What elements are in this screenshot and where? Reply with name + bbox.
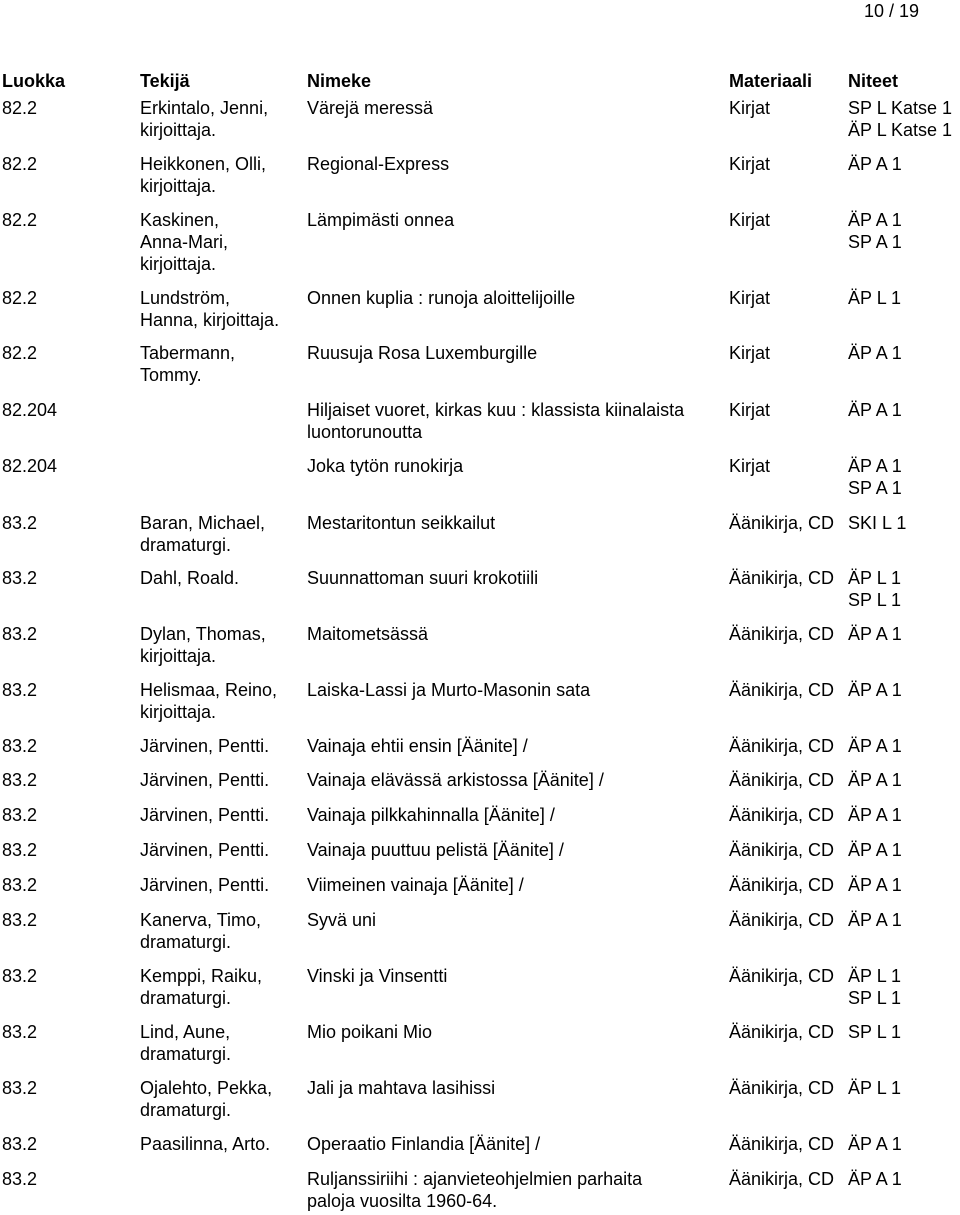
cell-nimeke [307, 769, 727, 791]
cell-niteet-line: ÄP A 1 [848, 736, 902, 756]
cell-niteet [848, 874, 902, 896]
cell-niteet [848, 623, 902, 645]
cell-nimeke [307, 209, 727, 231]
cell-tekija-line: Järvinen, Pentti. [140, 805, 270, 825]
cell-nimeke-line: Laiska-Lassi ja Murto-Masonin sata [307, 680, 591, 700]
cell-tekija-line: Järvinen, Pentti. [140, 875, 270, 895]
cell-tekija [140, 769, 310, 791]
cell-niteet [848, 1168, 902, 1190]
cell-niteet-line: ÄP A 1 [848, 343, 902, 363]
cell-niteet [848, 567, 901, 611]
cell-materiaali: Äänikirja, CD [729, 1169, 835, 1189]
cell-materiaali: Kirjat [729, 98, 771, 118]
cell-tekija [140, 512, 310, 556]
cell-niteet-line: ÄP L 1 [848, 1078, 902, 1098]
cell-luokka: 82.2 [2, 210, 38, 230]
cell-nimeke [307, 839, 727, 861]
cell-tekija-line: kirjoittaja. [140, 120, 217, 140]
cell-niteet-line: ÄP L Katse 1 [848, 120, 953, 140]
cell-nimeke-line: Ruljanssiriihi : ajanvieteohjelmien parhaita [307, 1169, 643, 1189]
cell-niteet-line: ÄP A 1 [848, 624, 902, 644]
cell-niteet-line: ÄP L 1 [848, 568, 902, 588]
cell-nimeke-line: Maitometsässä [307, 624, 429, 644]
cell-luokka: 83.2 [2, 966, 38, 986]
cell-niteet [848, 209, 902, 253]
cell-materiaali: Äänikirja, CD [729, 1134, 835, 1154]
cell-tekija [140, 839, 310, 861]
cell-niteet-line: ÄP A 1 [848, 680, 902, 700]
cell-tekija-line: kirjoittaja. [140, 254, 217, 274]
cell-materiaali: Äänikirja, CD [729, 1078, 835, 1098]
cell-niteet-line: ÄP A 1 [848, 875, 902, 895]
cell-tekija-line: Anna-Mari, [140, 232, 229, 252]
cell-nimeke [307, 1168, 727, 1212]
cell-luokka: 83.2 [2, 1078, 38, 1098]
cell-luokka: 83.2 [2, 1169, 38, 1189]
cell-materiaali: Äänikirja, CD [729, 840, 835, 860]
header-niteet: Niteet [848, 71, 899, 91]
header-materiaali: Materiaali [729, 71, 813, 91]
cell-tekija-line: dramaturgi. [140, 535, 232, 555]
cell-nimeke-line: Vainaja puuttuu pelistä [Äänite] / [307, 840, 564, 860]
cell-tekija [140, 679, 310, 723]
cell-niteet-line: SP L Katse 1 [848, 98, 953, 118]
cell-nimeke [307, 965, 727, 987]
cell-niteet-line: ÄP A 1 [848, 400, 902, 420]
cell-tekija-line: Erkintalo, Jenni, [140, 98, 269, 118]
cell-nimeke [307, 153, 727, 175]
cell-niteet [848, 909, 902, 931]
cell-niteet [848, 804, 902, 826]
cell-luokka: 83.2 [2, 624, 38, 644]
cell-nimeke [307, 909, 727, 931]
cell-niteet-line: SP L 1 [848, 988, 902, 1008]
cell-tekija-line: Järvinen, Pentti. [140, 840, 270, 860]
cell-luokka: 83.2 [2, 805, 38, 825]
cell-nimeke-line: luontorunoutta [307, 422, 423, 442]
cell-luokka: 83.2 [2, 1022, 38, 1042]
cell-luokka: 82.204 [2, 456, 58, 476]
cell-nimeke [307, 287, 727, 309]
cell-tekija [140, 567, 310, 589]
cell-tekija [140, 804, 310, 826]
cell-nimeke-line: Värejä meressä [307, 98, 434, 118]
cell-luokka: 83.2 [2, 513, 38, 533]
cell-nimeke-line: Mio poikani Mio [307, 1022, 433, 1042]
cell-luokka: 83.2 [2, 840, 38, 860]
cell-tekija-line: dramaturgi. [140, 1044, 232, 1064]
cell-tekija [140, 874, 310, 896]
cell-nimeke-line: paloja vuosilta 1960-64. [307, 1191, 498, 1211]
cell-nimeke-line: Onnen kuplia : runoja aloittelijoille [307, 288, 576, 308]
cell-niteet-line: SP A 1 [848, 232, 902, 252]
cell-luokka: 82.2 [2, 154, 38, 174]
cell-materiaali: Kirjat [729, 456, 771, 476]
cell-tekija-line: Tabermann, [140, 343, 236, 363]
cell-materiaali: Kirjat [729, 210, 771, 230]
cell-tekija [140, 1021, 310, 1065]
cell-niteet [848, 1133, 902, 1155]
header-tekija: Tekijä [140, 71, 190, 91]
cell-tekija-line: Kaskinen, [140, 210, 220, 230]
cell-nimeke-line: Mestaritontun seikkailut [307, 513, 496, 533]
cell-materiaali: Äänikirja, CD [729, 568, 835, 588]
cell-materiaali: Kirjat [729, 343, 771, 363]
cell-niteet [848, 399, 902, 421]
cell-luokka: 83.2 [2, 1134, 38, 1154]
cell-materiaali: Kirjat [729, 288, 771, 308]
cell-nimeke [307, 97, 727, 119]
cell-tekija-line: Ojalehto, Pekka, [140, 1078, 273, 1098]
cell-nimeke [307, 455, 727, 477]
cell-nimeke-line: Lämpimästi onnea [307, 210, 455, 230]
cell-niteet [848, 839, 902, 861]
cell-materiaali: Äänikirja, CD [729, 875, 835, 895]
cell-nimeke-line: Jali ja mahtava lasihissi [307, 1078, 496, 1098]
cell-tekija [140, 965, 310, 1009]
cell-nimeke [307, 399, 727, 443]
cell-niteet-line: SP L 1 [848, 590, 902, 610]
cell-tekija-line: Lind, Aune, [140, 1022, 231, 1042]
cell-niteet [848, 769, 902, 791]
cell-tekija-line: Helismaa, Reino, [140, 680, 278, 700]
cell-niteet [848, 679, 902, 701]
cell-tekija [140, 153, 310, 197]
cell-tekija-line: dramaturgi. [140, 932, 232, 952]
cell-tekija-line: Hanna, kirjoittaja. [140, 310, 280, 330]
cell-materiaali: Äänikirja, CD [729, 966, 835, 986]
cell-nimeke [307, 735, 727, 757]
cell-tekija-line: Paasilinna, Arto. [140, 1134, 271, 1154]
cell-tekija [140, 209, 310, 275]
cell-nimeke [307, 342, 727, 364]
cell-luokka: 83.2 [2, 910, 38, 930]
cell-niteet [848, 455, 902, 499]
cell-niteet [848, 512, 906, 534]
cell-nimeke [307, 804, 727, 826]
cell-nimeke-line: Regional-Express [307, 154, 450, 174]
cell-materiaali: Äänikirja, CD [729, 910, 835, 930]
cell-materiaali: Äänikirja, CD [729, 680, 835, 700]
cell-luokka: 83.2 [2, 736, 38, 756]
cell-niteet-line: SKI L 1 [848, 513, 907, 533]
table-header [0, 70, 960, 94]
cell-tekija [140, 735, 310, 757]
cell-niteet-line: ÄP A 1 [848, 1169, 902, 1189]
cell-tekija-line: Dylan, Thomas, [140, 624, 266, 644]
cell-nimeke-line: Vainaja elävässä arkistossa [Äänite] / [307, 770, 604, 790]
cell-nimeke [307, 512, 727, 534]
cell-materiaali: Äänikirja, CD [729, 736, 835, 756]
cell-niteet [848, 965, 901, 1009]
cell-materiaali: Äänikirja, CD [729, 624, 835, 644]
cell-nimeke-line: Operaatio Finlandia [Äänite] / [307, 1134, 541, 1154]
cell-nimeke-line: Viimeinen vainaja [Äänite] / [307, 875, 524, 895]
cell-nimeke-line: Syvä uni [307, 910, 377, 930]
cell-luokka: 83.2 [2, 770, 38, 790]
cell-tekija-line: kirjoittaja. [140, 702, 217, 722]
cell-niteet-line: ÄP A 1 [848, 456, 902, 476]
cell-materiaali: Äänikirja, CD [729, 805, 835, 825]
cell-tekija [140, 97, 310, 141]
cell-tekija [140, 909, 310, 953]
cell-nimeke [307, 1021, 727, 1043]
cell-niteet [848, 735, 902, 757]
cell-nimeke [307, 623, 727, 645]
cell-tekija [140, 623, 310, 667]
page-number: 10 / 19 [863, 1, 919, 21]
cell-tekija [140, 287, 310, 331]
cell-nimeke-line: Vinski ja Vinsentti [307, 966, 448, 986]
cell-materiaali: Äänikirja, CD [729, 770, 835, 790]
cell-niteet-line: SP L 1 [848, 1022, 902, 1042]
cell-niteet-line: ÄP A 1 [848, 1134, 902, 1154]
cell-nimeke [307, 679, 727, 701]
cell-nimeke-line: Hiljaiset vuoret, kirkas kuu : klassista kiinalaista [307, 400, 685, 420]
cell-nimeke [307, 1077, 727, 1099]
cell-luokka: 83.2 [2, 568, 38, 588]
cell-materiaali: Äänikirja, CD [729, 513, 835, 533]
cell-niteet-line: SP A 1 [848, 478, 902, 498]
cell-nimeke-line: Suunnattoman suuri krokotiili [307, 568, 539, 588]
cell-tekija [140, 1077, 310, 1121]
cell-nimeke-line: Joka tytön runokirja [307, 456, 464, 476]
cell-tekija [140, 342, 310, 386]
cell-materiaali: Äänikirja, CD [729, 1022, 835, 1042]
cell-tekija-line: Dahl, Roald. [140, 568, 240, 588]
cell-luokka: 82.2 [2, 288, 38, 308]
cell-tekija-line: Järvinen, Pentti. [140, 770, 270, 790]
cell-nimeke-line: Ruusuja Rosa Luxemburgille [307, 343, 538, 363]
cell-niteet-line: ÄP L 1 [848, 966, 902, 986]
cell-materiaali: Kirjat [729, 400, 771, 420]
cell-tekija-line: Heikkonen, Olli, [140, 154, 267, 174]
cell-luokka: 83.2 [2, 875, 38, 895]
cell-niteet-line: ÄP A 1 [848, 910, 902, 930]
cell-niteet-line: ÄP A 1 [848, 210, 902, 230]
header-luokka: Luokka [2, 71, 66, 91]
cell-nimeke-line: Vainaja pilkkahinnalla [Äänite] / [307, 805, 555, 825]
cell-tekija-line: Tommy. [140, 365, 202, 385]
cell-niteet [848, 97, 952, 141]
cell-niteet-line: ÄP A 1 [848, 154, 902, 174]
cell-tekija [140, 1133, 310, 1155]
cell-tekija-line: Kemppi, Raiku, [140, 966, 263, 986]
cell-nimeke [307, 1133, 727, 1155]
cell-niteet-line: ÄP A 1 [848, 770, 902, 790]
cell-niteet-line: ÄP A 1 [848, 840, 902, 860]
cell-tekija-line: kirjoittaja. [140, 646, 217, 666]
cell-niteet [848, 287, 901, 309]
cell-niteet [848, 153, 902, 175]
cell-tekija-line: dramaturgi. [140, 1100, 232, 1120]
cell-luokka: 82.204 [2, 400, 58, 420]
header-nimeke: Nimeke [307, 71, 372, 91]
cell-nimeke-line: Vainaja ehtii ensin [Äänite] / [307, 736, 528, 756]
cell-nimeke [307, 874, 727, 896]
cell-niteet [848, 1021, 901, 1043]
cell-tekija-line: Järvinen, Pentti. [140, 736, 270, 756]
cell-tekija-line: kirjoittaja. [140, 176, 217, 196]
cell-niteet-line: ÄP L 1 [848, 288, 902, 308]
cell-luokka: 82.2 [2, 343, 38, 363]
cell-tekija-line: Baran, Michael, [140, 513, 266, 533]
cell-luokka: 82.2 [2, 98, 38, 118]
cell-tekija-line: Kanerva, Timo, [140, 910, 262, 930]
cell-nimeke [307, 567, 727, 589]
cell-niteet [848, 342, 902, 364]
cell-materiaali: Kirjat [729, 154, 771, 174]
cell-luokka: 83.2 [2, 680, 38, 700]
cell-niteet [848, 1077, 901, 1099]
cell-tekija-line: dramaturgi. [140, 988, 232, 1008]
cell-niteet-line: ÄP A 1 [848, 805, 902, 825]
cell-tekija-line: Lundström, [140, 288, 231, 308]
